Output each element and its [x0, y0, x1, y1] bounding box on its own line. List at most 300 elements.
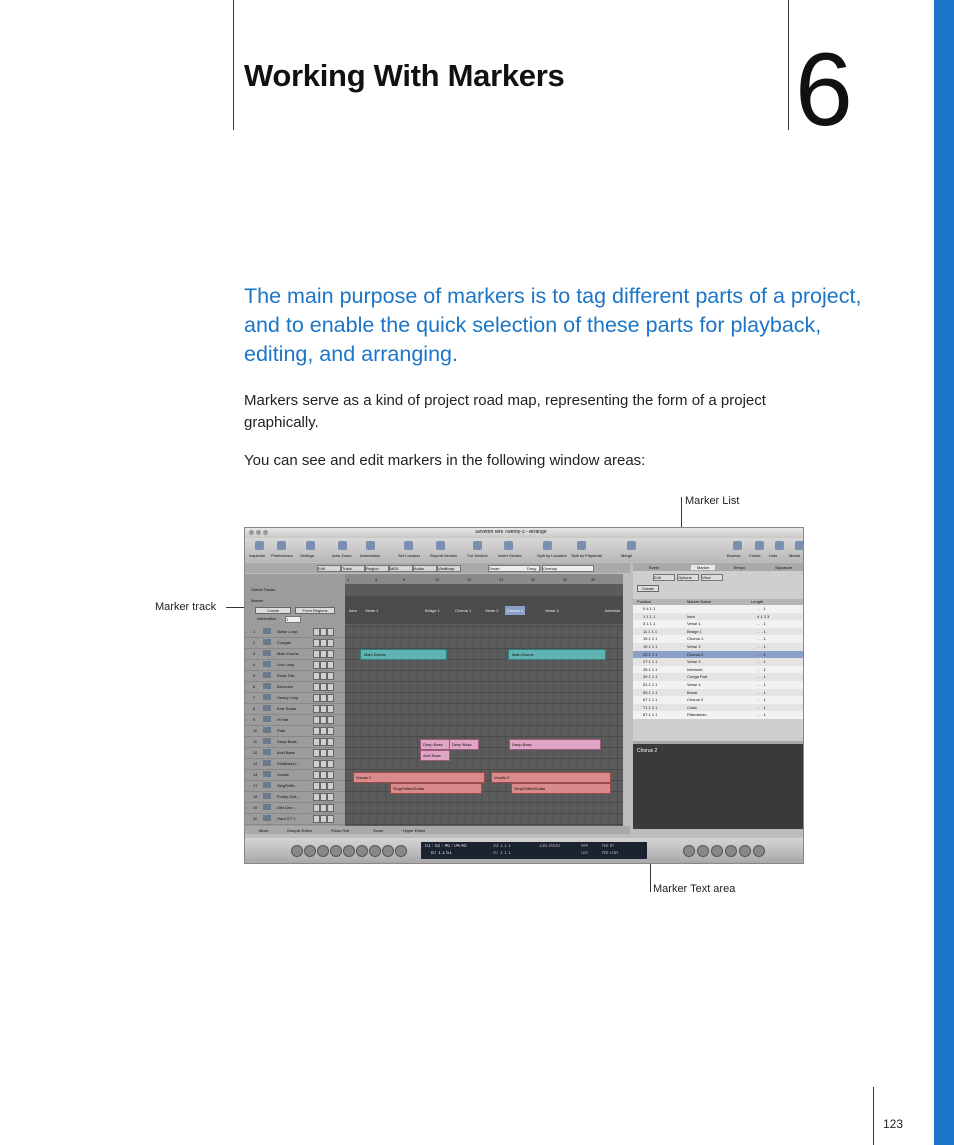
list-row-name: Verse 2: [687, 644, 701, 649]
track-button[interactable]: [320, 782, 327, 790]
track-button[interactable]: [313, 804, 320, 812]
region-sing-guitar-2[interactable]: SingShiftedGuitar: [511, 783, 611, 794]
track-name: Kick Snare: [277, 706, 297, 711]
track-button[interactable]: [313, 793, 320, 801]
track-name: Noise Loop: [277, 629, 298, 634]
region-deep-bass[interactable]: Deep Bass: [420, 739, 450, 750]
track-name: Vocals: [277, 772, 289, 777]
toolbar-3[interactable]: Auto Zoom: [332, 553, 352, 558]
list-row-position: 71 1 2 1: [643, 704, 658, 710]
list-row-name: Interlude: [687, 666, 703, 672]
list-row-length: . . . 1: [757, 628, 766, 634]
track-button[interactable]: [320, 749, 327, 757]
track-button[interactable]: [320, 661, 327, 669]
region-vocals-2b[interactable]: Vocals 2: [491, 772, 611, 783]
track-icon: [263, 639, 271, 645]
track-button[interactable]: [327, 727, 334, 735]
toolbar-icon-6: [436, 541, 445, 550]
list-menu-2[interactable]: View: [701, 574, 723, 581]
track-button[interactable]: [320, 639, 327, 647]
toolbar-11[interactable]: Merge: [621, 553, 633, 558]
track-button[interactable]: [327, 694, 334, 702]
ruler-bar: 21: [499, 577, 504, 582]
list-row-length: . . . 1: [757, 666, 766, 672]
track-button[interactable]: [327, 672, 334, 680]
page-number-rule: [873, 1087, 874, 1145]
track-button[interactable]: [313, 705, 320, 713]
track-headers: [245, 574, 345, 826]
track-icon: [263, 782, 271, 788]
list-row-name: Ritardando: [687, 712, 707, 718]
list-row[interactable]: [633, 613, 803, 621]
list-row[interactable]: [633, 673, 803, 681]
list-row-name: Intro: [687, 613, 696, 619]
list-row-position: 0 4 1 1: [643, 606, 656, 611]
track-button[interactable]: [313, 782, 320, 790]
track-button[interactable]: [327, 639, 334, 647]
track-icon: [263, 749, 271, 755]
list-row[interactable]: [633, 696, 803, 704]
transport-button[interactable]: [356, 845, 368, 857]
track-button[interactable]: [327, 716, 334, 724]
list-row[interactable]: [633, 635, 803, 643]
list-row-name: Verse 4: [687, 682, 701, 687]
marker-4[interactable]: Verse 2: [485, 608, 499, 613]
marker-label: Marker: [251, 598, 264, 603]
marker-3[interactable]: Chorus 1: [455, 608, 472, 613]
list-tab-3[interactable]: Signature: [775, 565, 793, 570]
list-row-length: . . . 1: [757, 636, 766, 642]
track-button[interactable]: [327, 804, 334, 812]
track-button[interactable]: [320, 760, 327, 768]
ruler-bar: 5: [375, 577, 378, 582]
track-name: Dist Line ...: [277, 805, 298, 810]
track-name: Hi Hat: [277, 717, 289, 722]
track-button[interactable]: [313, 727, 320, 735]
transport-button-right[interactable]: [725, 845, 737, 857]
transport-button-right[interactable]: [753, 845, 765, 857]
list-row-position: 1 1 1 1: [643, 613, 656, 619]
track-number: 8: [253, 706, 256, 711]
track-number: 5: [253, 673, 256, 678]
track-name: DistBassLi...: [277, 761, 300, 766]
track-number: 20: [253, 816, 258, 821]
track-name: Heavy Loop: [277, 695, 299, 700]
track-button[interactable]: [327, 738, 334, 746]
list-row[interactable]: [633, 658, 803, 666]
track-button[interactable]: [327, 793, 334, 801]
list-row-position: 15 1 1 1: [643, 636, 658, 642]
track-icon: [263, 650, 271, 656]
transport-bar: [245, 838, 803, 863]
track-button[interactable]: [313, 694, 320, 702]
toolbar-icon-12: [733, 541, 742, 550]
track-button[interactable]: [320, 705, 327, 713]
track-icon: [263, 793, 271, 799]
track-button[interactable]: [320, 628, 327, 636]
list-row-position: 35 1 1 1: [643, 666, 658, 672]
track-button[interactable]: [320, 716, 327, 724]
transport-button[interactable]: [330, 845, 342, 857]
track-button[interactable]: [320, 650, 327, 658]
snap-select[interactable]: Smart: [488, 565, 540, 572]
track-number: 7: [253, 695, 256, 700]
toolbar-icon-13: [755, 541, 764, 550]
track-button[interactable]: [313, 716, 320, 724]
transport-button-right[interactable]: [697, 845, 709, 857]
transport-button[interactable]: [343, 845, 355, 857]
track-icon: [263, 760, 271, 766]
title-rule-right: [788, 0, 789, 130]
title-rule-left: [233, 0, 234, 130]
track-button[interactable]: [320, 771, 327, 779]
track-icon: [263, 628, 271, 634]
body-paragraph-2: You can see and edit markers in the following window areas:: [244, 452, 646, 469]
global-tracks-label: Global Tracks: [251, 587, 276, 592]
snap-label: Snap:: [445, 566, 456, 571]
track-button[interactable]: [320, 694, 327, 702]
toolbar: [245, 538, 803, 562]
track-button[interactable]: [320, 738, 327, 746]
toolbar-icon-14: [775, 541, 784, 550]
toolbar-2[interactable]: Settings: [300, 553, 315, 558]
toolbar-icon-3: [338, 541, 347, 550]
track-button[interactable]: [320, 804, 327, 812]
track-name: Ride: [277, 728, 286, 733]
track-number: 3: [253, 651, 256, 656]
ruler-bar: 29: [563, 577, 568, 582]
track-number: 18: [253, 794, 258, 799]
toolbar-icon-7: [473, 541, 482, 550]
list-menu-1[interactable]: Options: [677, 574, 699, 581]
list-row[interactable]: [633, 605, 803, 613]
zoom-window-icon[interactable]: [263, 530, 268, 535]
toolbar-15[interactable]: Media: [789, 553, 800, 558]
list-row[interactable]: [633, 643, 803, 651]
track-icon: [263, 661, 271, 667]
track-button[interactable]: [320, 683, 327, 691]
list-row-position: 19 1 1 1: [643, 644, 658, 649]
track-number: 17: [253, 783, 258, 788]
col-length[interactable]: Length: [751, 599, 764, 604]
marker-2[interactable]: Bridge 1: [425, 608, 440, 613]
marker-5[interactable]: Chorus 2: [507, 608, 524, 613]
menu-3[interactable]: MIDI: [389, 565, 413, 572]
list-row[interactable]: [633, 628, 803, 636]
minimize-window-icon[interactable]: [256, 530, 261, 535]
track-name: Rude Tab...: [277, 673, 298, 678]
toolbar-4[interactable]: Automation: [360, 553, 381, 558]
track-name: Funky Guit...: [277, 794, 300, 799]
chapter-tab-bar: [934, 0, 954, 1145]
list-row-position: 51 1 1 1: [643, 682, 658, 687]
list-menu-0[interactable]: Edit: [653, 574, 675, 581]
toolbar-6[interactable]: Repeat Section: [430, 553, 458, 558]
track-grid: [345, 626, 623, 826]
list-row-length: . . . 1: [757, 712, 766, 718]
track-icon: [263, 705, 271, 711]
editor-tab-3[interactable]: Score: [373, 828, 384, 833]
track-button[interactable]: [327, 661, 334, 669]
track-button[interactable]: [320, 672, 327, 680]
list-tab-2[interactable]: Tempo: [733, 565, 746, 570]
region-vocals-2[interactable]: Vocals 2: [353, 772, 485, 783]
transport-button-right[interactable]: [683, 845, 695, 857]
track-icon: [263, 694, 271, 700]
list-row[interactable]: [633, 666, 803, 674]
toolbar-icon-0: [255, 541, 264, 550]
transport-button[interactable]: [304, 845, 316, 857]
region-deep-bass-3[interactable]: Deep Bass: [509, 739, 601, 750]
lede-paragraph: The main purpose of markers is to tag different parts of a project, and to enable the quick selection of these parts for playback, editing, and arranging.: [244, 284, 862, 366]
track-number: 13: [253, 761, 258, 766]
track-number: 14: [253, 772, 258, 777]
col-position[interactable]: Position: [637, 599, 652, 604]
track-name: Beocram: [277, 684, 294, 689]
list-row-length: . . . 1: [757, 606, 766, 611]
editor-tab-0[interactable]: Mixer: [259, 828, 269, 833]
arrange-menu-strip: [245, 563, 630, 573]
list-row-position: 87 1 1 1: [643, 712, 658, 718]
track-row[interactable]: [245, 813, 345, 825]
toolbar-8[interactable]: Insert Section: [498, 553, 523, 558]
list-row-length: . . . 1: [757, 659, 766, 665]
region-deep-bass-2[interactable]: Deep Bass: [449, 739, 479, 750]
window-title-bar: [245, 528, 803, 538]
region-acid-bass[interactable]: Acid Bass: [420, 750, 450, 761]
marker-create-button[interactable]: Create: [255, 607, 291, 614]
list-row-name: Bridge 1: [687, 628, 702, 634]
marker-0[interactable]: Intro: [349, 608, 358, 613]
track-button[interactable]: [313, 650, 320, 658]
list-create-button[interactable]: Create: [637, 585, 659, 592]
track-button[interactable]: [327, 782, 334, 790]
track-button[interactable]: [313, 639, 320, 647]
ruler-bar: 13: [435, 577, 440, 582]
track-button[interactable]: [313, 672, 320, 680]
track-button[interactable]: [327, 771, 334, 779]
track-button[interactable]: [313, 628, 320, 636]
toolbar-14[interactable]: Lists: [769, 553, 778, 558]
list-row[interactable]: [633, 711, 803, 719]
list-row[interactable]: [633, 689, 803, 697]
track-button[interactable]: [327, 760, 334, 768]
toolbar-icon-1: [277, 541, 286, 550]
track-button[interactable]: [327, 705, 334, 713]
list-row[interactable]: [633, 651, 803, 659]
marker-1[interactable]: Verse 1: [365, 608, 379, 613]
close-window-icon[interactable]: [249, 530, 254, 535]
from-regions-button[interactable]: From Regions: [295, 607, 335, 614]
bar-ruler: [345, 574, 623, 584]
track-name: Main Drums: [277, 651, 299, 656]
list-row-length: . . . 1: [757, 674, 766, 680]
track-button[interactable]: [313, 771, 320, 779]
track-icon: [263, 771, 271, 777]
track-button[interactable]: [313, 749, 320, 757]
marker-6[interactable]: Verse 3: [545, 608, 559, 613]
list-row-length: . . . 1: [757, 651, 766, 657]
menu-4[interactable]: Audio: [413, 565, 437, 572]
list-row-name: Chorus 2: [687, 651, 704, 657]
callout-marker-text-area: Marker Text area: [653, 883, 736, 895]
track-icon: [263, 716, 271, 722]
track-button[interactable]: [320, 793, 327, 801]
track-button[interactable]: [327, 650, 334, 658]
transport-button[interactable]: [317, 845, 329, 857]
track-number: 4: [253, 662, 256, 667]
track-button[interactable]: [327, 749, 334, 757]
track-name: SingShiftr...: [277, 783, 298, 788]
marker-text-area[interactable]: [633, 741, 803, 829]
track-name: Congas: [277, 640, 291, 645]
list-row-position: 67 1 1 1: [643, 697, 658, 703]
track-name: Live Loop: [277, 662, 295, 667]
track-icon: [263, 804, 271, 810]
editor-tab-1[interactable]: Sample Editor: [287, 828, 313, 833]
list-row-name: Verse 1: [687, 621, 701, 627]
list-row-length: . . . 1: [757, 621, 766, 627]
callout-marker-track: Marker track: [155, 601, 217, 613]
ruler-bar: 25: [531, 577, 536, 582]
toolbar-icon-15: [795, 541, 804, 550]
list-row-length: 4 1 3 3: [757, 613, 770, 619]
transport-button[interactable]: [395, 845, 407, 857]
track-button[interactable]: [327, 683, 334, 691]
track-number: 1: [253, 629, 256, 634]
transport-button[interactable]: [382, 845, 394, 857]
track-number: 6: [253, 684, 256, 689]
toolbar-icon-5: [404, 541, 413, 550]
track-icon: [263, 683, 271, 689]
chapter-title: Working With Markers: [244, 58, 565, 93]
ruler-bar: 1: [347, 577, 350, 582]
list-row[interactable]: [633, 681, 803, 689]
toolbar-12[interactable]: Bounce: [727, 553, 741, 558]
toolbar-icon-2: [306, 541, 315, 550]
menu-0[interactable]: Edit: [317, 565, 341, 572]
track-number: 19: [253, 805, 258, 810]
track-icon: [263, 815, 271, 821]
track-icon: [263, 738, 271, 744]
window-title: Seventh Mrk Twenty-3 - Arrange: [475, 530, 547, 535]
track-button[interactable]: [313, 683, 320, 691]
list-tab-1[interactable]: Marker: [691, 565, 715, 570]
ruler-bar: 33: [591, 577, 596, 582]
alternative-select[interactable]: 1: [285, 616, 301, 623]
page-number: 123: [883, 1117, 904, 1131]
list-row[interactable]: [633, 620, 803, 628]
toolbar-icon-9: [543, 541, 552, 550]
list-row-length: . . . 1: [757, 704, 766, 710]
toolbar-13[interactable]: Colors: [749, 553, 761, 558]
transport-button-right[interactable]: [711, 845, 723, 857]
track-button[interactable]: [313, 815, 320, 823]
list-tab-0[interactable]: Event: [649, 565, 660, 570]
track-button[interactable]: [327, 815, 334, 823]
list-row-length: . . . 1: [757, 682, 766, 687]
track-button[interactable]: [320, 815, 327, 823]
ruler-bar: 9: [403, 577, 406, 582]
toolbar-10[interactable]: Split by Playhead: [571, 553, 602, 558]
list-row-length: . . . 1: [757, 689, 766, 695]
track-button[interactable]: [313, 760, 320, 768]
drag-select[interactable]: Overlap: [542, 565, 594, 572]
list-row-position: 55 1 1 1: [643, 689, 658, 695]
toolbar-icon-4: [366, 541, 375, 550]
track-button[interactable]: [327, 628, 334, 636]
list-row-name: Verse 3: [687, 659, 701, 665]
list-row-length: . . . 1: [757, 644, 766, 649]
list-row-position: 3 1 1 1: [643, 621, 656, 627]
track-button[interactable]: [313, 738, 320, 746]
marker-7[interactable]: Interlude: [605, 608, 621, 613]
list-row-name: Chorus 1: [687, 636, 704, 642]
track-number: 12: [253, 750, 258, 755]
toolbar-icon-8: [504, 541, 513, 550]
track-button[interactable]: [313, 661, 320, 669]
editor-tabs: [245, 826, 630, 834]
list-row-position: 23 1 1 1: [643, 651, 658, 657]
toolbar-7[interactable]: Cut Section: [467, 553, 488, 558]
marker-text: Chorus 2: [637, 748, 658, 754]
editor-tab-2[interactable]: Piano Roll: [331, 828, 350, 833]
toolbar-1[interactable]: Preferences: [271, 553, 293, 558]
track-number: 11: [253, 739, 258, 744]
drag-label: Drag:: [527, 566, 537, 571]
track-name: Deep Bass: [277, 739, 297, 744]
arrange-area: [345, 574, 623, 826]
body-paragraph-1: Markers serve as a kind of project road map, representing the form of a project graphically.: [244, 392, 766, 431]
chapter-number: 6: [795, 32, 853, 148]
toolbar-icon-10: [577, 541, 586, 550]
arrange-window-screenshot: [244, 527, 804, 864]
list-row-name: Conga Part: [687, 674, 708, 680]
marker-track-lane: [345, 596, 623, 624]
menu-2[interactable]: Region: [365, 565, 389, 572]
transport-button[interactable]: [369, 845, 381, 857]
track-icon: [263, 727, 271, 733]
toolbar-5[interactable]: Set Locators: [398, 553, 421, 558]
transport-button-right[interactable]: [739, 845, 751, 857]
track-name: Hard GT 1: [277, 816, 296, 821]
menu-1[interactable]: Track: [341, 565, 365, 572]
track-number: 9: [253, 717, 256, 722]
track-icon: [263, 672, 271, 678]
col-marker-name[interactable]: Marker Name: [687, 599, 712, 604]
list-row-name: Break: [687, 689, 698, 695]
list-row-name: Coda: [687, 704, 697, 710]
track-name: Acid Bass: [277, 750, 295, 755]
toolbar-0[interactable]: Inspector: [249, 553, 266, 558]
toolbar-9[interactable]: Split by Locators: [537, 553, 567, 558]
alternative-label: Alternative:: [257, 616, 278, 621]
lcd-display: 01 : 02 : 46 : 04.45 87 1 1 61 93 1 1 1 97 1 1 1 130.0000 4/4 /16 No In No Out: [421, 842, 647, 859]
transport-button[interactable]: [291, 845, 303, 857]
ruler-bar: 17: [467, 577, 472, 582]
list-row-position: 27 1 1 1: [643, 659, 658, 665]
menu-5[interactable]: View: [437, 565, 461, 572]
region-main-drums[interactable]: Main Drums: [360, 649, 447, 660]
list-row-length: . . . 1: [757, 697, 766, 703]
list-row-name: Chorus 3: [687, 697, 704, 703]
toolbar-icon-11: [627, 541, 636, 550]
editor-tab-4[interactable]: Hyper Editor: [403, 828, 426, 833]
region-sing-guitar[interactable]: SingShiftedGuitar: [390, 783, 482, 794]
track-button[interactable]: [320, 727, 327, 735]
region-main-drums-2[interactable]: Main Drums: [508, 649, 606, 660]
list-row[interactable]: [633, 704, 803, 712]
